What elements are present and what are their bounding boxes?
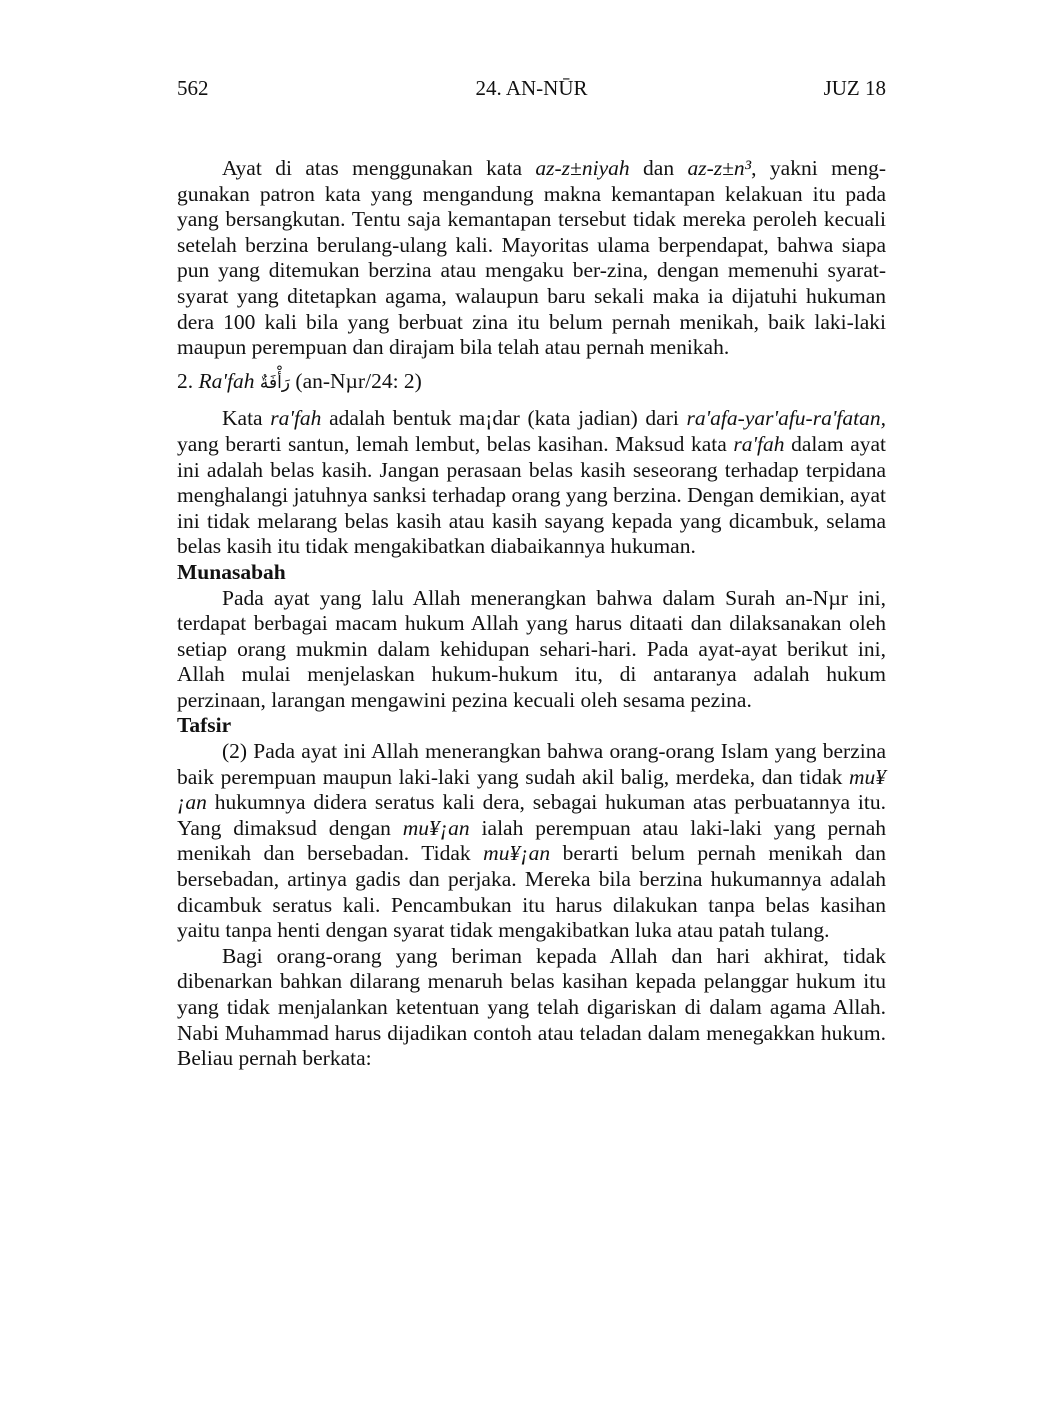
vocab-item-rafah: 2. Ra'fah رَأْفَةٌ (an-Nµr/24: 2) bbox=[177, 368, 422, 393]
juz-label: JUZ 18 bbox=[823, 76, 886, 100]
arabic-term: رَأْفَةٌ bbox=[259, 372, 291, 393]
tafsir-paragraph-1: (2) Pada ayat ini Allah menerangkan bahwa orang-orang Islam yang berzina baik perempuan maupun laki-laki yang sudah akil balig, merdeka, dan tidak mu¥¡an hukumnya didera seratus kali dera, sebagai hukuman atas perbuatannya itu. Yang dimaksud dengan mu¥¡an ialah perempuan atau laki-laki yang pernah menikah dan bersebadan. Tidak mu¥¡an berarti belum pernah menikah dan bersebadan, artinya gadis dan perjaka. Mereka bila berzina hukumannya adalah dicambuk seratus kali. Pencambukan itu harus dilakukan tanpa belas kasihan yaitu tanpa henti dengan syarat tidak mengakibatkan luka atau patah tulang. bbox=[177, 739, 887, 943]
page-header bbox=[177, 76, 886, 104]
tafsir-heading: Tafsir bbox=[177, 713, 232, 738]
paragraph-rafah-explanation: Kata ra'fah adalah bentuk ma¡dar (kata jadian) dari ra'afa-yar'afu-ra'fatan, yang berarti santun, lemah lembut, belas kasihan. Maksud kata ra'fah dalam ayat ini adalah belas kasih. Jangan perasaan belas kasih seseorang terhadap terpidana menghalangi jatuhnya sanksi terhadap orang yang berzina. Dengan demikian, ayat ini tidak melarang belas kasih atau kasih sayang kepada yang dicambuk, selama belas kasih itu tidak mengakibatkan diabaikannya hukuman. bbox=[177, 406, 886, 559]
page-number: 562 bbox=[177, 76, 209, 100]
tafsir-paragraph-2: Bagi orang-orang yang beriman kepada Allah dan hari akhirat, tidak dibenarkan bahkan dilarang menaruh belas kasihan kepada pelanggar hukum itu yang tidak menjalankan ketentuan yang telah digariskan di dalam agama Allah. Nabi Muhammad harus dijadikan contoh atau teladan dalam menegakkan hukum. Beliau pernah berkata: bbox=[177, 943, 886, 1071]
surah-title: 24. AN-NŪR bbox=[475, 76, 588, 100]
page-body bbox=[177, 156, 886, 1072]
munasabah-heading: Munasabah bbox=[177, 559, 286, 584]
paragraph-zina-explanation: Ayat di atas menggunakan kata az-z±niyah dan az-z±n³, yakni meng-gunakan patron kata yang mengandung makna kemantapan kelakuan itu pada yang bersangkutan. Tentu saja kemantapan tersebut tidak mereka peroleh kecuali setelah berzina berulang-ulang kali. Mayoritas ulama berpendapat, bahwa siapa pun yang ditemukan berzina atau mengaku ber-zina, dengan memenuhi syarat-syarat yang ditetapkan agama, walaupun baru sekali maka ia dijatuhi hukuman dera 100 kali bila yang berbuat zina itu belum pernah menikah, baik laki-laki maupun perempuan dan dirajam bila telah atau pernah menikah. bbox=[177, 156, 886, 360]
munasabah-paragraph: Pada ayat yang lalu Allah menerangkan bahwa dalam Surah an-Nµr ini, terdapat berbagai macam hukum Allah yang harus ditaati dan dilaksanakan oleh setiap orang mukmin dalam kehidupan sehari-hari. Pada ayat-ayat berikut ini, Allah mulai menjelaskan hukum-hukum itu, di antaranya adalah hukum perzinaan, larangan mengawini pezina kecuali oleh sesama pezina. bbox=[177, 585, 886, 712]
